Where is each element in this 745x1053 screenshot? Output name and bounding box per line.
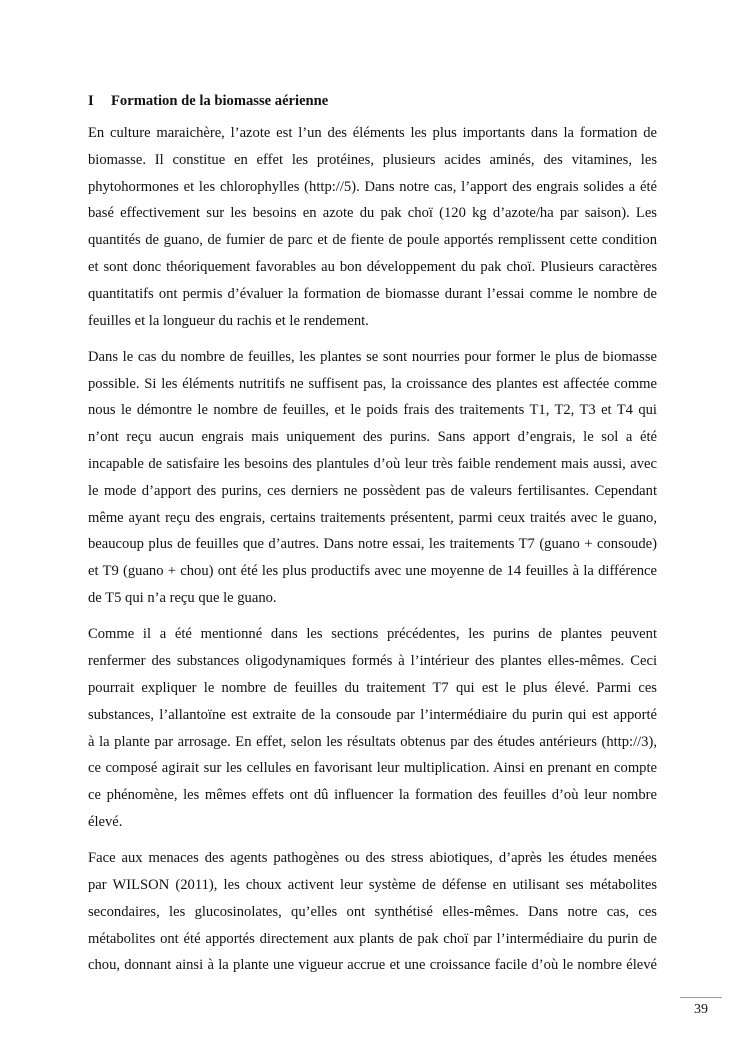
text-line: même ayant reçu des engrais, certains traitements présentent, parmi ceux traités avec le guano, [88, 509, 657, 526]
paragraph [88, 344, 657, 612]
text-line: substances, l’allantoïne est extraite de la consoude par l’intermédiaire du purin qui est apporté [88, 706, 657, 723]
text-line: Comme il a été mentionné dans les sections précédentes, les purins de plantes peuvent [88, 626, 657, 643]
text-line: quantitatifs ont permis d’évaluer la formation de biomasse durant l’essai comme le nombre de [88, 285, 657, 302]
text-line: biomasse. Il constitue en effet les protéines, plusieurs acides aminés, des vitamines, les [88, 151, 657, 168]
text-line: Face aux menaces des agents pathogènes ou des stress abiotiques, d’après les études menées [88, 850, 657, 867]
text-line: possible. Si les éléments nutritifs ne suffisent pas, la croissance des plantes est affectée comme [88, 375, 657, 392]
text-line: chou, donnant ainsi à la plante une vigueur accrue et une croissance facile d’où le nombre élevé [88, 957, 657, 974]
text-line: à la plante par arrosage. En effet, selon les résultats obtenus par des études antérieurs (http://3), [88, 733, 657, 750]
section-title: Formation de la biomasse aérienne [111, 93, 329, 109]
text-line: basé effectivement sur les besoins en azote du pak choï (120 kg d’azote/ha par saison). Les [88, 205, 657, 222]
text-line: nous le démontre le nombre de feuilles, et le poids frais des traitements T1, T2, T3 et T4 qui [88, 402, 657, 419]
text-line: beaucoup plus de feuilles que d’autres. Dans notre essai, les traitements T7 (guano + consoude) [88, 536, 657, 553]
paragraph [88, 845, 657, 979]
text-line: n’ont reçu aucun engrais mais uniquement des purins. Sans apport d’engrais, le sol a été [88, 429, 657, 446]
text-line: élevé. [88, 813, 123, 830]
text-line: quantités de guano, de fumier de parc et de fiente de poule apportés remplissent cette condition [88, 232, 657, 249]
text-line: Dans le cas du nombre de feuilles, les plantes se sont nourries pour former le plus de biomasse [88, 348, 657, 365]
text-line: et sont donc théoriquement favorables au bon développement du pak choï. Plusieurs caractères [88, 258, 657, 275]
paragraph [88, 120, 657, 334]
section-number: I [88, 93, 94, 109]
document-body [88, 120, 657, 989]
text-line: incapable de satisfaire les besoins des plantules d’où leur très faible rendement mais aussi, avec [88, 456, 657, 473]
text-line: feuilles et la longueur du rachis et le rendement. [88, 312, 369, 329]
text-line: En culture maraichère, l’azote est l’un des éléments les plus importants dans la formation de [88, 125, 657, 141]
text-line: le mode d’apport des purins, ces derniers ne possèdent pas de valeurs fertilisantes. Cependant [88, 482, 657, 499]
footer-rule [680, 997, 722, 998]
text-line: par WILSON (2011), les choux activent leur système de défense en utilisant ses métabolites [88, 877, 657, 894]
text-line: secondaires, les glucosinolates, qu’elles ont synthétisé elles-mêmes. Dans notre cas, ces [88, 903, 657, 920]
text-line: métabolites ont été apportés directement aux plants de pak choï par l’intermédiaire du purin de [88, 930, 657, 947]
page-number: 39 [694, 1002, 708, 1017]
text-line: de T5 qui n’a reçu que le guano. [88, 590, 277, 607]
text-line: ce phénomène, les mêmes effets ont dû influencer la formation des feuilles d’où leur nombre [88, 787, 657, 804]
text-line: renfermer des substances oligodynamiques formés à l’intérieur des plantes elles-mêmes. Ceci [88, 653, 657, 670]
section-heading [88, 93, 328, 110]
paragraph [88, 621, 657, 835]
text-line: phytohormones et les chlorophylles (http://5). Dans notre cas, l’apport des engrais solides a été [88, 178, 657, 195]
text-line: ce composé agirait sur les cellules en favorisant leur multiplication. Ainsi en prenant en compte [88, 760, 657, 777]
text-line: pourrait expliquer le nombre de feuilles du traitement T7 qui est le plus élevé. Parmi ces [88, 679, 657, 696]
text-line: et T9 (guano + chou) ont été les plus productifs avec une moyenne de 14 feuilles à la différence [88, 563, 657, 580]
